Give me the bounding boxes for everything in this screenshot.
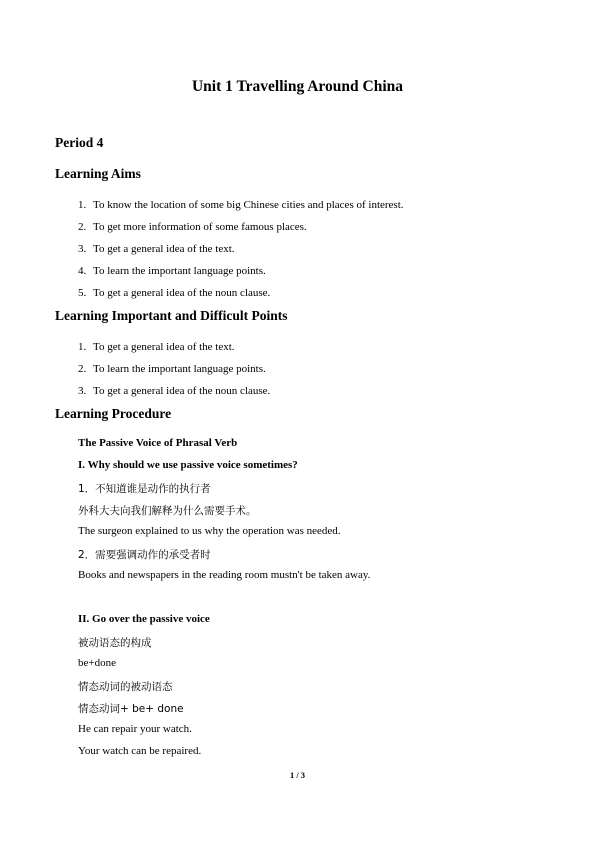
page-title: Unit 1 Travelling Around China: [191, 78, 404, 95]
structure-label: 被动语态的构成: [78, 637, 152, 649]
aims-list: [78, 194, 404, 304]
passive-example: Your watch can be repaired.: [78, 745, 202, 757]
structure-formula: be+done: [78, 657, 116, 669]
active-example: He can repair your watch.: [78, 723, 192, 735]
list-item: 2. To learn the important language points.: [78, 363, 266, 375]
page-number: 1 / 3: [289, 770, 306, 780]
list-item: 3. To get a general idea of the text.: [78, 243, 235, 255]
points-heading: Learning Important and Difficult Points: [55, 308, 288, 323]
list-item: 4. To learn the important language points.: [78, 265, 266, 277]
list-item: 1. To get a general idea of the text.: [78, 341, 235, 353]
list-item: 5. To get a general idea of the noun clause.: [78, 287, 271, 299]
reason-1-chinese-example: 外科大夫向我们解释为什么需要手术。: [78, 505, 257, 517]
question-1-heading: I. Why should we use passive voice sometimes?: [78, 459, 298, 471]
reason-1-label: 1．不知道谁是动作的执行者: [78, 483, 211, 495]
question-2-heading: II. Go over the passive voice: [78, 613, 210, 625]
reason-1-english-example: The surgeon explained to us why the operation was needed.: [78, 525, 341, 537]
reason-2-english-example: Books and newspapers in the reading room mustn't be taken away.: [78, 569, 371, 581]
procedure-heading: Learning Procedure: [55, 406, 172, 421]
reason-2-label: 2．需要强调动作的承受者时: [78, 549, 211, 561]
period-heading: Period 4: [55, 135, 104, 150]
passive-voice-subheading: The Passive Voice of Phrasal Verb: [78, 437, 238, 449]
points-list: [78, 336, 270, 402]
list-item: 3. To get a general idea of the noun clause.: [78, 385, 271, 397]
list-item: 2. To get more information of some famous places.: [78, 221, 307, 233]
modal-passive-formula: 情态动词+ be+ done: [78, 703, 184, 715]
aims-heading: Learning Aims: [55, 166, 141, 181]
modal-passive-label: 情态动词的被动语态: [78, 681, 173, 693]
list-item: 1. To know the location of some big Chinese cities and places of interest.: [78, 199, 404, 211]
